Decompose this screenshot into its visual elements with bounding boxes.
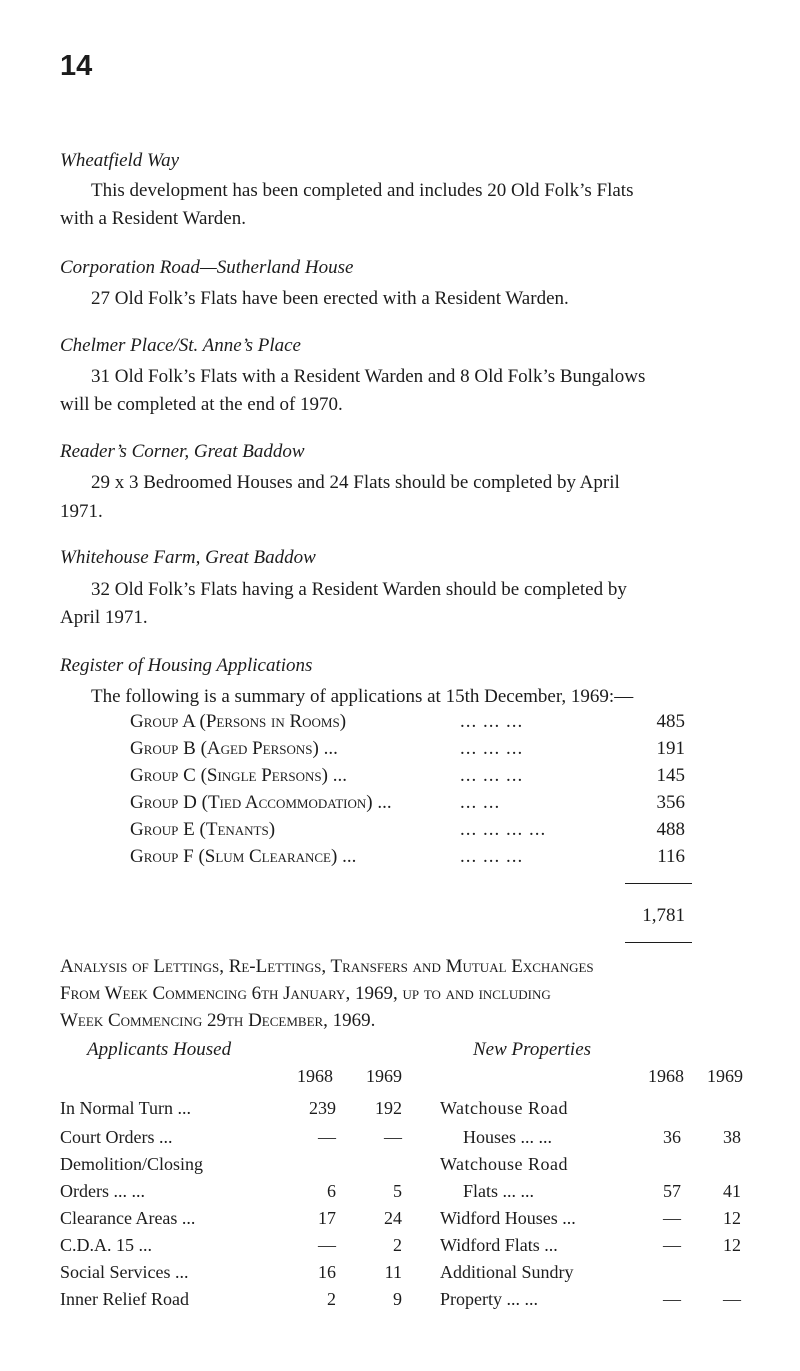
applicants-row-1969: 5: [393, 1181, 402, 1201]
new-properties-year-1969: 1969: [707, 1066, 743, 1086]
analysis-heading-line: Week Commencing 29th December, 1969.: [60, 1010, 376, 1031]
applicants-row-1969: 9: [393, 1289, 402, 1309]
section-text-line: April 1971.: [60, 607, 148, 628]
applicants-row-1968: 6: [327, 1181, 336, 1201]
register-intro: The following is a summary of applications at 15th December, 1969:—: [91, 686, 634, 707]
new-properties-row-label: Widford Houses ...: [440, 1208, 576, 1228]
register-group-label: Group D (Tied Accommodation) ...: [130, 792, 392, 813]
register-group-value: 488: [656, 819, 685, 840]
register-group-row: [130, 792, 610, 814]
applicants-row-label: Clearance Areas ...: [60, 1208, 196, 1228]
leader-dots: ... ... ...: [460, 738, 524, 759]
applicants-row-1969: 192: [375, 1098, 402, 1118]
new-properties-row-1969: 38: [723, 1127, 741, 1147]
register-group-label: Group F (Slum Clearance) ...: [130, 846, 357, 867]
leader-dots: ... ... ... ...: [460, 819, 547, 840]
register-group-value: 356: [656, 792, 685, 813]
new-properties-row-label: Widford Flats ...: [440, 1235, 558, 1255]
section-text-line: 29 x 3 Bedroomed Houses and 24 Flats should be completed by April: [91, 472, 620, 493]
section-text-line: will be completed at the end of 1970.: [60, 394, 343, 415]
register-group-row: [130, 846, 610, 868]
applicants-row-1968: 239: [309, 1098, 336, 1118]
new-properties-row-label: Watchouse Road: [440, 1154, 569, 1174]
new-properties-row-1969: —: [723, 1289, 741, 1309]
section-heading-wheatfield-way: Wheatfield Way: [60, 150, 180, 171]
section-heading-readers-corner: Reader’s Corner, Great Baddow: [60, 441, 305, 462]
applicants-row-1968: —: [318, 1235, 336, 1255]
section-heading-whitehouse-farm: Whitehouse Farm, Great Baddow: [60, 547, 316, 568]
register-group-row: [130, 738, 610, 760]
register-group-label: Group E (Tenants): [130, 819, 276, 840]
new-properties-row-label: Houses ... ...: [463, 1127, 552, 1147]
section-text-line: This development has been completed and includes 20 Old Folk’s Flats: [91, 180, 634, 201]
new-properties-row-label: Flats ... ...: [463, 1181, 535, 1201]
applicants-housed-heading: Applicants Housed: [87, 1039, 232, 1060]
applicants-row-label: In Normal Turn ...: [60, 1098, 192, 1118]
analysis-heading-line: Analysis of Lettings, Re-Lettings, Transfers and Mutual Exchanges: [60, 956, 594, 977]
register-group-row: [130, 711, 610, 733]
register-group-row: [130, 819, 610, 841]
analysis-heading-line: From Week Commencing 6th January, 1969, up to and including: [60, 983, 551, 1004]
register-group-row: [130, 765, 610, 787]
new-properties-row-1969: 12: [723, 1235, 741, 1255]
leader-dots: ... ...: [460, 792, 501, 813]
applicants-row-1969: —: [384, 1127, 402, 1147]
applicants-year-1968: 1968: [297, 1066, 333, 1086]
applicants-row-label: Orders ... ...: [60, 1181, 145, 1201]
section-text-line: 1971.: [60, 501, 103, 522]
register-group-label: Group C (Single Persons) ...: [130, 765, 347, 786]
applicants-row-1969: 24: [384, 1208, 402, 1228]
register-group-value: 116: [657, 846, 685, 867]
section-heading-corporation-road: Corporation Road—Sutherland House: [60, 257, 354, 278]
applicants-row-1968: 16: [318, 1262, 336, 1282]
register-group-value: 145: [656, 765, 685, 786]
applicants-row-label: Court Orders ...: [60, 1127, 173, 1147]
section-text-line: 27 Old Folk’s Flats have been erected with a Resident Warden.: [91, 288, 569, 309]
section-heading-chelmer-place: Chelmer Place/St. Anne’s Place: [60, 335, 301, 356]
applicants-row-1968: —: [318, 1127, 336, 1147]
leader-dots: ... ... ...: [460, 711, 524, 732]
new-properties-row-label: Property ... ...: [440, 1289, 538, 1309]
total-rule-bottom: [625, 942, 692, 943]
applicants-row-label: Social Services ...: [60, 1262, 189, 1282]
applicants-row-1968: 17: [318, 1208, 336, 1228]
register-heading: Register of Housing Applications: [60, 655, 313, 676]
applicants-year-1969: 1969: [366, 1066, 402, 1086]
new-properties-year-1968: 1968: [648, 1066, 684, 1086]
register-group-value: 485: [656, 711, 685, 732]
leader-dots: ... ... ...: [460, 765, 524, 786]
new-properties-heading: New Properties: [473, 1039, 592, 1060]
register-group-label: Group B (Aged Persons) ...: [130, 738, 338, 759]
new-properties-row-label: Additional Sundry: [440, 1262, 574, 1282]
total-rule-top: [625, 883, 692, 884]
new-properties-row-1968: —: [663, 1235, 681, 1255]
applicants-row-1969: 11: [384, 1262, 402, 1282]
register-total: 1,781: [642, 905, 685, 926]
register-group-label: Group A (Persons in Rooms): [130, 711, 347, 732]
new-properties-row-1969: 41: [723, 1181, 741, 1201]
section-text-line: 32 Old Folk’s Flats having a Resident Warden should be completed by: [91, 579, 627, 600]
new-properties-row-1968: —: [663, 1208, 681, 1228]
applicants-row-1968: 2: [327, 1289, 336, 1309]
new-properties-row-1968: —: [663, 1289, 681, 1309]
new-properties-row-label: Watchouse Road: [440, 1098, 569, 1118]
applicants-row-1969: 2: [393, 1235, 402, 1255]
new-properties-row-1969: 12: [723, 1208, 741, 1228]
applicants-row-label: Demolition/Closing: [60, 1154, 204, 1174]
register-group-value: 191: [656, 738, 685, 759]
new-properties-row-1968: 57: [663, 1181, 681, 1201]
section-text-line: with a Resident Warden.: [60, 208, 246, 229]
page-number: 14: [60, 50, 93, 82]
section-text-line: 31 Old Folk’s Flats with a Resident Warden and 8 Old Folk’s Bungalows: [91, 366, 646, 387]
applicants-row-label: Inner Relief Road: [60, 1289, 189, 1309]
applicants-row-label: C.D.A. 15 ...: [60, 1235, 153, 1255]
leader-dots: ... ... ...: [460, 846, 524, 867]
new-properties-row-1968: 36: [663, 1127, 681, 1147]
